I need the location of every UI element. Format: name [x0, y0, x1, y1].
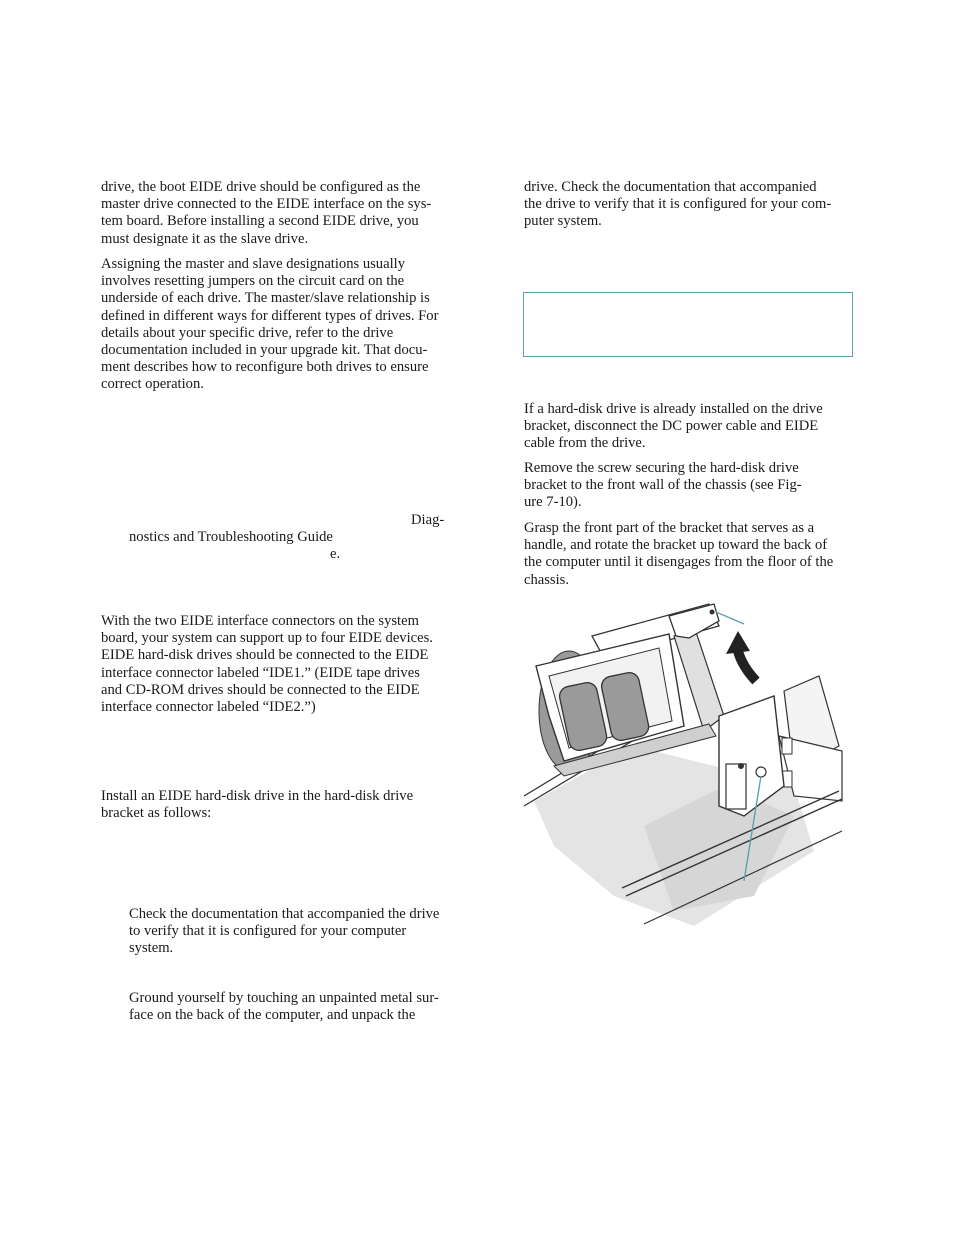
step-1-text: Check the documentation that accompanied the drive to verify that it is configured for your computer system. [129, 906, 440, 957]
right-paragraph-3: Remove the screw securing the hard-disk drive bracket to the front wall of the chassis (see Fig- ure 7-10). [524, 460, 802, 511]
drive-bracket-illustration [494, 596, 854, 931]
fragment-diag: Diag- [411, 512, 445, 528]
fragment-guide-title: nostics and Troubleshooting Guide [129, 529, 333, 545]
left-paragraph-2: Assigning the master and slave designations usually involves resetting jumpers on the circuit card on the underside of each drive. The master/slave relationship is defined in different ways for different types of drives. For details about your specific drive, refer to the drive documentation included in your upgrade kit. That docu- ment describes how to reconfigure both drives to ensure correct operation. [101, 256, 439, 393]
right-paragraph-2: If a hard-disk drive is already installed on the drive bracket, disconnect the DC power cable and EIDE cable from the drive. [524, 401, 823, 452]
left-paragraph-3: With the two EIDE interface connectors on the system board, your system can support up to four EIDE devices. EIDE hard-disk drives should be connected to the EIDE interface connector labeled “IDE1.” (EIDE tape drives and CD-ROM drives should be connected to the EIDE interface connector labeled “IDE2.”) [101, 613, 433, 716]
note-box [523, 292, 853, 357]
left-paragraph-4: Install an EIDE hard-disk drive in the hard-disk drive bracket as follows: [101, 788, 414, 822]
step-2-text: Ground yourself by touching an unpainted metal sur- face on the back of the computer, and unpack the [129, 990, 439, 1024]
fragment-e: e. [330, 546, 341, 562]
right-paragraph-4: Grasp the front part of the bracket that serves as a handle, and rotate the bracket up toward the back of the computer until it disengages from the floor of the chassis. [524, 520, 834, 588]
right-paragraph-1: drive. Check the documentation that accompanied the drive to verify that it is configured for your com- puter system. [524, 179, 832, 230]
left-paragraph-1: drive, the boot EIDE drive should be configured as the master drive connected to the EIDE interface on the sys- tem board. Before installing a second EIDE drive, you must designate it as the slave drive. [101, 179, 432, 247]
